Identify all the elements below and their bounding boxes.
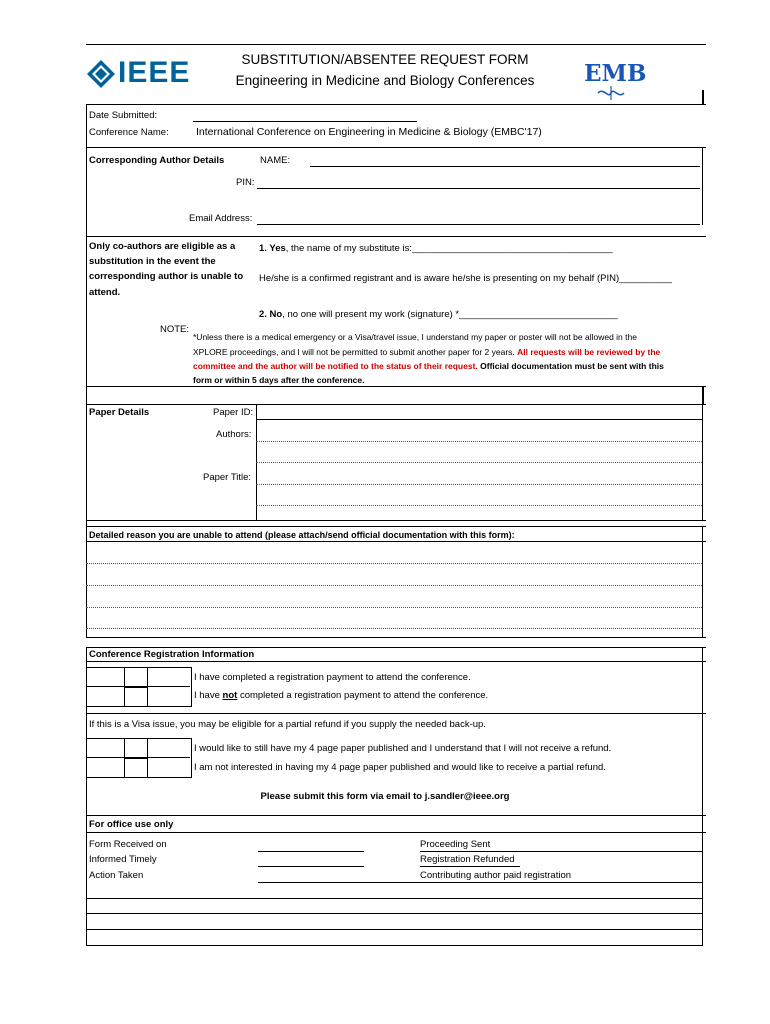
registration-not-completed-text — [194, 690, 488, 702]
paper-id-label: Paper ID: — [213, 407, 254, 418]
option-no-text: , no one will present my work (signature) *______________________________ — [282, 309, 618, 320]
note-line1: *Unless there is a medical emergency or a Visa/travel issue, I understand my paper or poster will not be allowed in the — [193, 332, 637, 342]
email-label: Email Address: — [189, 213, 253, 224]
contributing-author-label: Contributing author paid registration — [420, 870, 572, 881]
informed-timely-label: Informed Timely — [89, 854, 157, 865]
option-yes-number: 1. Yes — [259, 243, 286, 254]
note-line2-text: XPLORE proceedings, and I will not be permitted to submit another paper for 2 years. — [193, 347, 518, 357]
registration-completed-checkbox[interactable] — [124, 667, 148, 687]
publish-no-refund-checkbox[interactable] — [124, 738, 148, 758]
note-line3-warning: committee and the author will be notified to the status of their request. — [193, 361, 478, 371]
reason-label: Detailed reason you are unable to attend (please attach/send official documentation with this form): — [89, 530, 515, 540]
caduceus-icon — [596, 86, 626, 100]
name-field[interactable] — [310, 166, 700, 167]
action-taken-label: Action Taken — [89, 870, 144, 881]
date-submitted-field[interactable] — [193, 121, 417, 122]
note-line2-warning: All requests will be reviewed by the — [517, 347, 661, 357]
opt2-part1: I have — [194, 690, 223, 701]
form-received-label: Form Received on — [89, 839, 167, 850]
confirmed-registrant-text: He/she is a confirmed registrant and is aware he/she is presenting on my behalf (PIN)__________ — [259, 273, 672, 284]
name-label: NAME: — [260, 155, 291, 166]
opt2-not: not — [222, 690, 238, 701]
option-yes-text: , the name of my substitute is:______________________________________ — [285, 243, 613, 254]
form-received-field[interactable] — [258, 851, 364, 852]
proceeding-sent-label: Proceeding Sent — [420, 839, 491, 850]
paper-id-field[interactable] — [256, 419, 702, 420]
partial-refund-text: I am not interested in having my 4 page paper published and would like to receive a partial refund. — [194, 762, 606, 773]
coauthor-note-line1: Only co-authors are eligible as a — [89, 241, 236, 252]
publish-no-refund-text: I would like to still have my 4 page paper published and I understand that I will not receive a refund. — [194, 743, 612, 754]
reason-field[interactable] — [86, 563, 702, 564]
submit-instructions: Please submit this form via email to j.sandler@ieee.org — [260, 791, 510, 802]
paper-title-label: Paper Title: — [203, 472, 252, 483]
action-taken-field[interactable] — [258, 882, 702, 883]
option-no-number: 2. No — [259, 309, 283, 320]
registration-info-label: Conference Registration Information — [89, 649, 255, 660]
note-line3-text: Official documentation must be sent with this — [477, 361, 664, 371]
authors-field[interactable] — [256, 441, 702, 442]
visa-note: If this is a Visa issue, you may be eligible for a partial refund if you supply the needed back-up. — [89, 719, 486, 730]
email-field[interactable] — [257, 224, 700, 225]
registration-refunded-label: Registration Refunded — [420, 854, 515, 865]
coauthor-note-line4: attend. — [89, 287, 121, 298]
conference-name-label: Conference Name: — [89, 127, 169, 138]
paper-title-field[interactable] — [256, 484, 702, 485]
partial-refund-checkbox[interactable] — [124, 758, 148, 778]
ieee-logo-text: IEEE — [118, 56, 191, 89]
corresponding-author-label: Corresponding Author Details — [89, 155, 225, 166]
paper-details-label: Paper Details — [89, 407, 150, 418]
note-line4: form or within 5 days after the conference. — [193, 375, 365, 385]
note-label: NOTE: — [160, 324, 190, 335]
option-yes[interactable] — [259, 243, 613, 255]
registration-not-completed-checkbox[interactable] — [124, 687, 148, 707]
conference-name-value: International Conference on Engineering in Medicine & Biology (EMBC'17) — [196, 126, 542, 138]
coauthor-note-line3: corresponding author is unable to — [89, 271, 244, 282]
form-subtitle: Engineering in Medicine and Biology Conferences — [235, 73, 535, 88]
proceeding-sent-field[interactable] — [420, 851, 702, 852]
opt2-part3: completed a registration payment to attend the conference. — [237, 690, 489, 701]
registration-completed-text: I have completed a registration payment to attend the conference. — [194, 672, 471, 683]
office-use-label: For office use only — [89, 819, 174, 830]
note-line3 — [193, 360, 664, 372]
form-title: SUBSTITUTION/ABSENTEE REQUEST FORM — [241, 52, 529, 67]
emb-logo-text: EMB — [584, 60, 647, 87]
date-submitted-label: Date Submitted: — [89, 110, 158, 121]
emb-logo — [582, 60, 646, 100]
informed-timely-field[interactable] — [258, 866, 364, 867]
authors-label: Authors: — [216, 429, 252, 440]
pin-field[interactable] — [257, 188, 700, 189]
pin-label: PIN: — [236, 177, 255, 188]
option-no[interactable] — [259, 309, 618, 321]
note-line2 — [193, 346, 660, 358]
coauthor-note-line2: substitution in the event the — [89, 256, 216, 267]
registration-refunded-field[interactable] — [420, 866, 520, 867]
